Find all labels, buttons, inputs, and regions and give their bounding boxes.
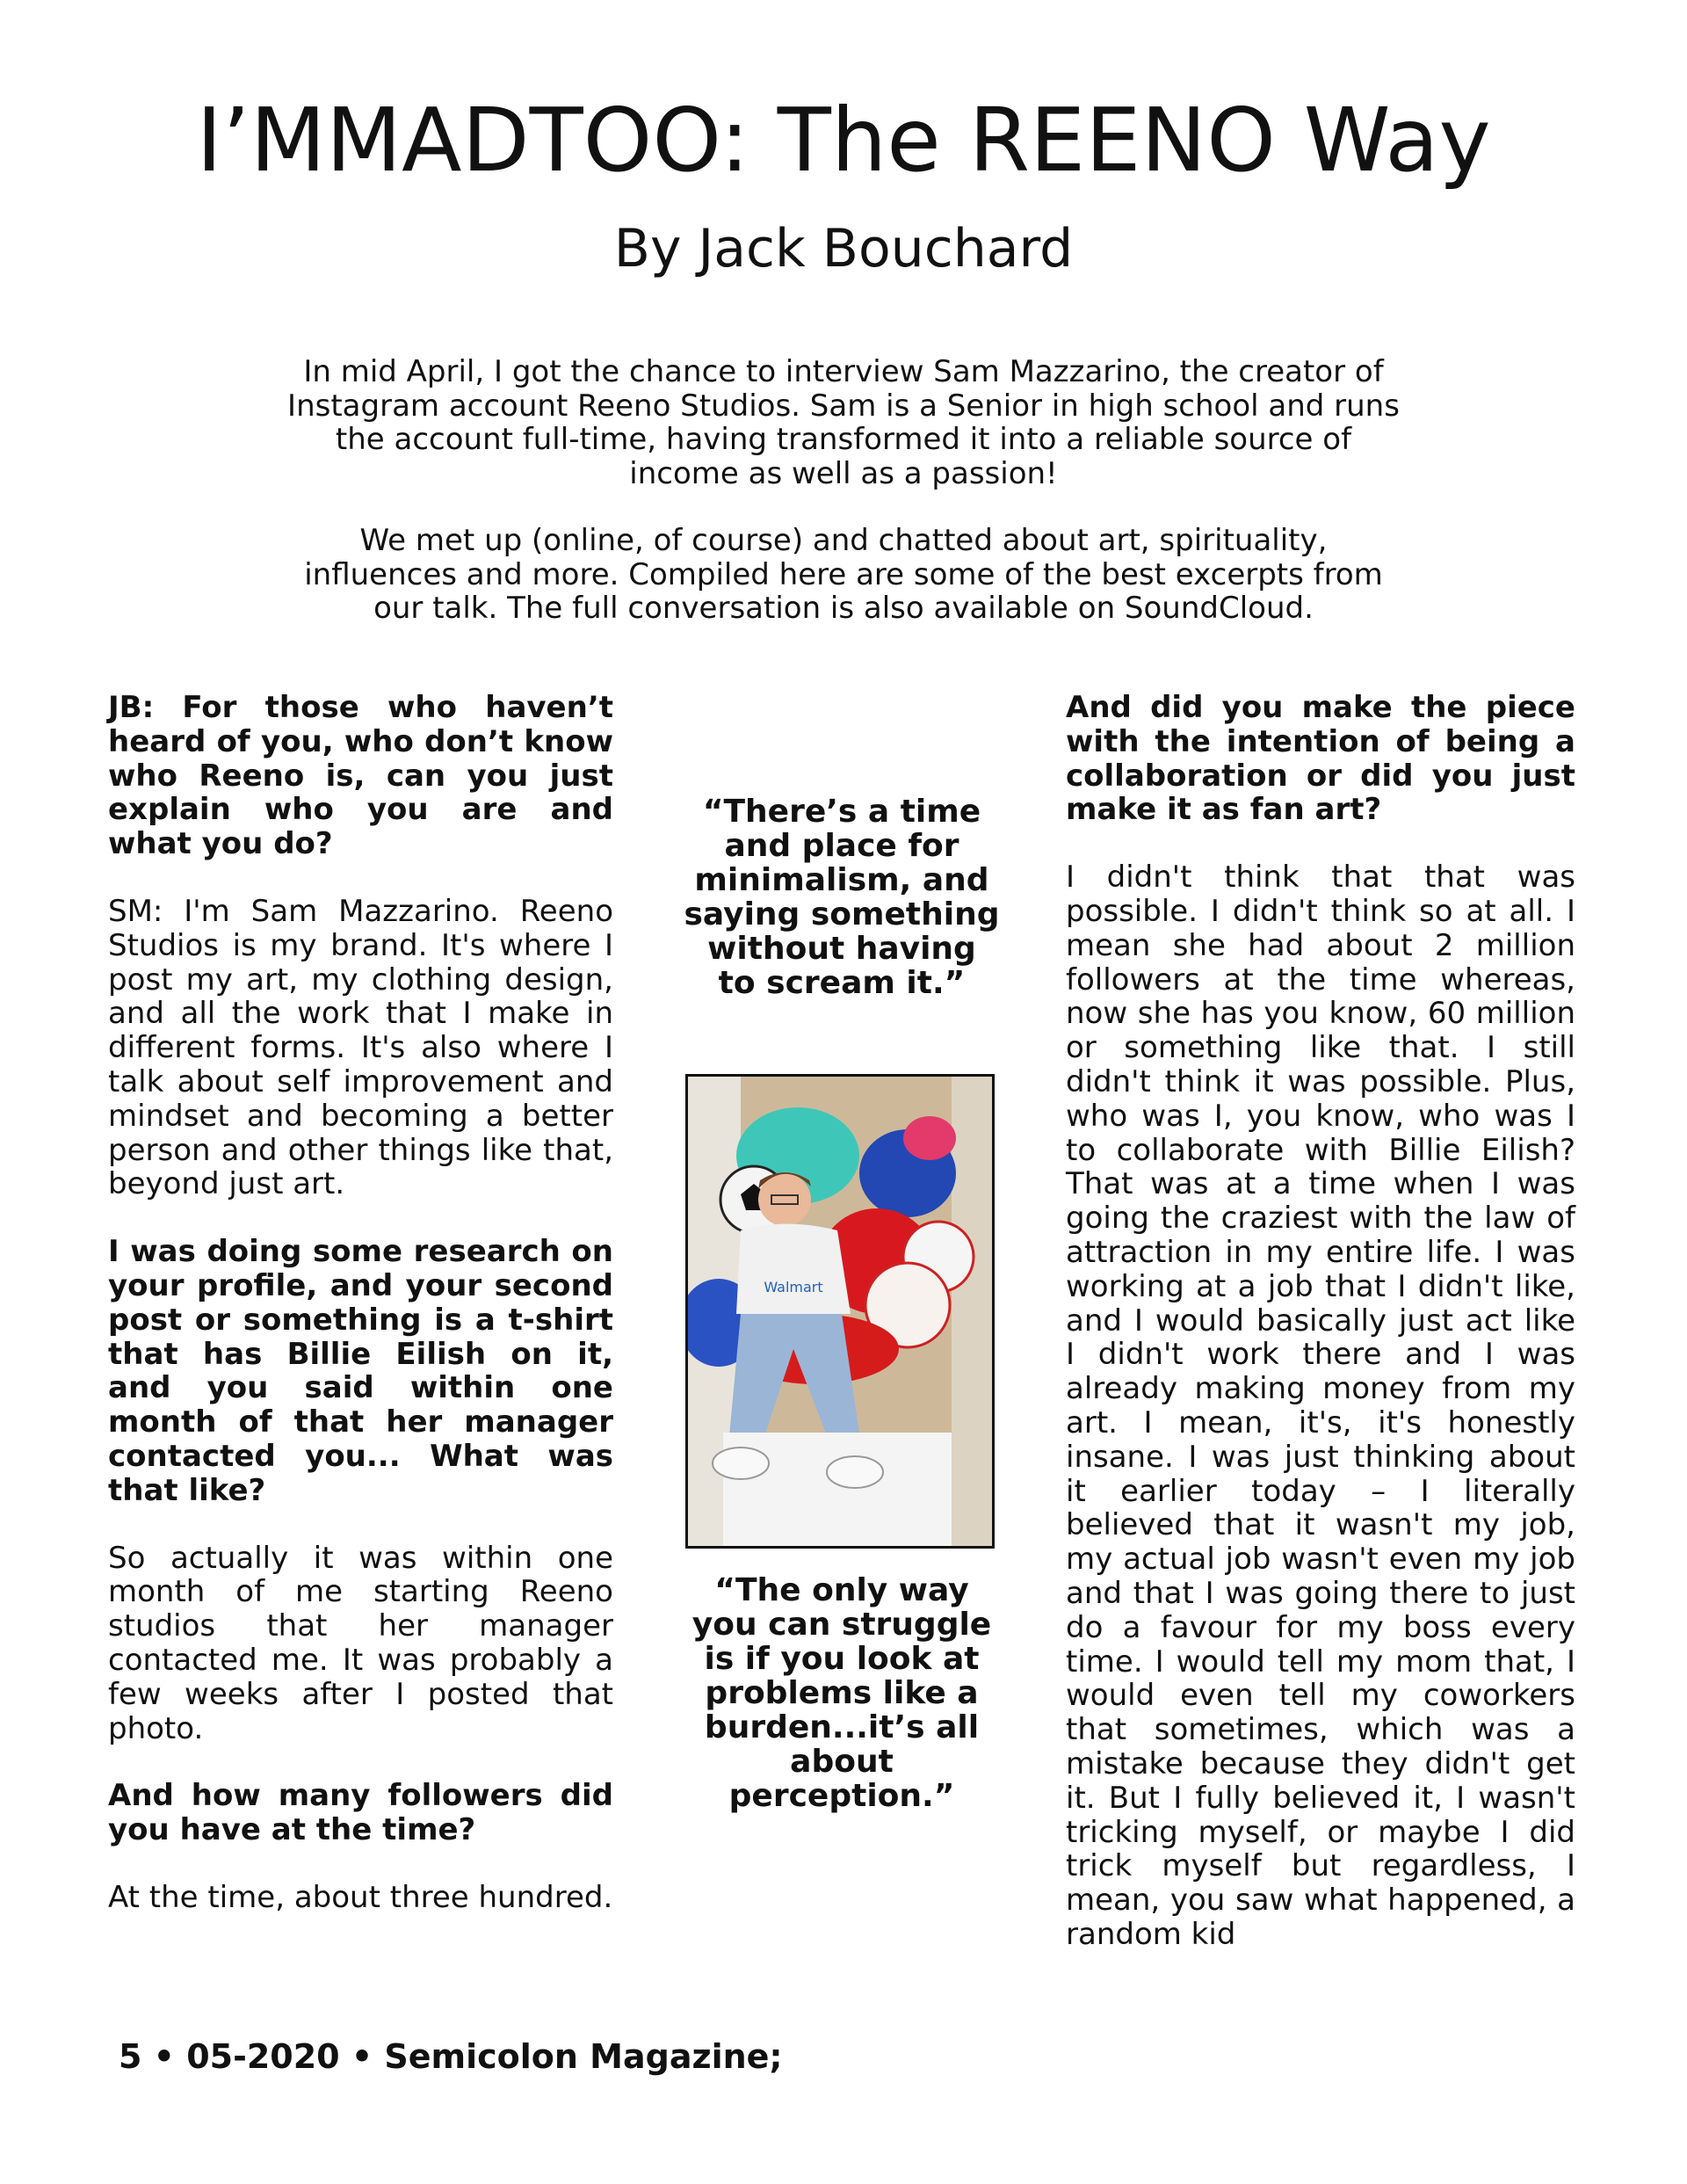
interview-answer: I didn't think that that was possible. I didn't think so at all. I mean she had about 2 million followers at the time whereas, now she has you know, 60 million or something like that. I still didn't think it was possible. Plus, who was I, you know, who was I to collaborate with Billie Eilish? That was at a time when I was going the craziest with the law of attraction in my entire life. I was working at a job that I didn't like, and I would basically just act like I didn't work there and I was already making money from my art. I mean, it's, it's honestly insane. I was just thinking about it earlier today – I literally believed that it wasn't my job, my actual job wasn't even my job and that I was going there to just do a favour for my boss every time. I would tell my mom that, I would even tell my coworkers that sometimes, which was a mistake because they didn't get it. But I fully believed it, I wasn't tricking myself, or maybe I did trick myself but regardless, I mean, you saw what happened, a random kid (1066, 860, 1575, 1952)
pull-quote-top: “There’s a time and place for minimalism, and saying something without having to scream it.” (684, 794, 1000, 1001)
white-tshirt (736, 1224, 851, 1315)
plush-pink (903, 1116, 956, 1160)
white-box-front (723, 1433, 952, 1546)
box-flap-right (952, 1077, 992, 1546)
interview-answer: SM: I'm Sam Mazzarino. Reeno Studios is my brand. It's where I post my art, my clothing design, and all the work that I make in different forms. It's also where I talk about self improvement and mindset and becoming a better person and other things like that, beyond just art. (108, 893, 613, 1202)
tshirt-text: Walmart (764, 1279, 823, 1295)
interview-question: And did you make the piece with the intention of being a collaboration or did you just make it as fan art? (1066, 690, 1575, 828)
sneaker-right (827, 1456, 883, 1488)
interview-question: And how many followers did you have at the time? (108, 1778, 613, 1848)
article-intro (281, 355, 1406, 659)
pull-quote-bottom: “The only way you can struggle is if you look at problems like a burden...it’s all about perception.” (691, 1572, 992, 1814)
sneaker-left (713, 1448, 769, 1479)
article-byline: By Jack Bouchard (613, 218, 1074, 279)
article-photo (685, 1074, 995, 1549)
page-footer: 5 • 05-2020 • Semicolon Magazine; (119, 2037, 783, 2076)
right-column (1066, 691, 1575, 1985)
interview-answer: At the time, about three hundred. (108, 1879, 613, 1915)
intro-paragraph: We met up (online, of course) and chatted about art, spirituality, influences and more. Compiled here are some of the best excerpts from our talk. The full conversation is also available on SoundCloud. (304, 523, 1383, 626)
photo-illustration (688, 1077, 992, 1546)
left-column (108, 691, 613, 1948)
interview-question: I was doing some research on your profile, and your second post or something is a t-shirt that has Billie Eilish on it, and you said within one month of that her manager contacted you... What was that like? (108, 1234, 613, 1508)
article-title: I’MMADTOO: The REENO Way (196, 89, 1491, 192)
interview-question: JB: For those who haven’t heard of you, who don’t know who Reeno is, can you just explain who you are and what you do? (108, 690, 613, 862)
intro-paragraph: In mid April, I got the chance to interview Sam Mazzarino, the creator of Instagram account Reeno Studios. Sam is a Senior in high school and runs the account full-time, having transformed it into a reliable source of income as well as a passion! (287, 354, 1400, 491)
interview-answer: So actually it was within one month of me starting Reeno studios that her manager contacted me. It was probably a few weeks after I posted that photo. (108, 1540, 613, 1746)
